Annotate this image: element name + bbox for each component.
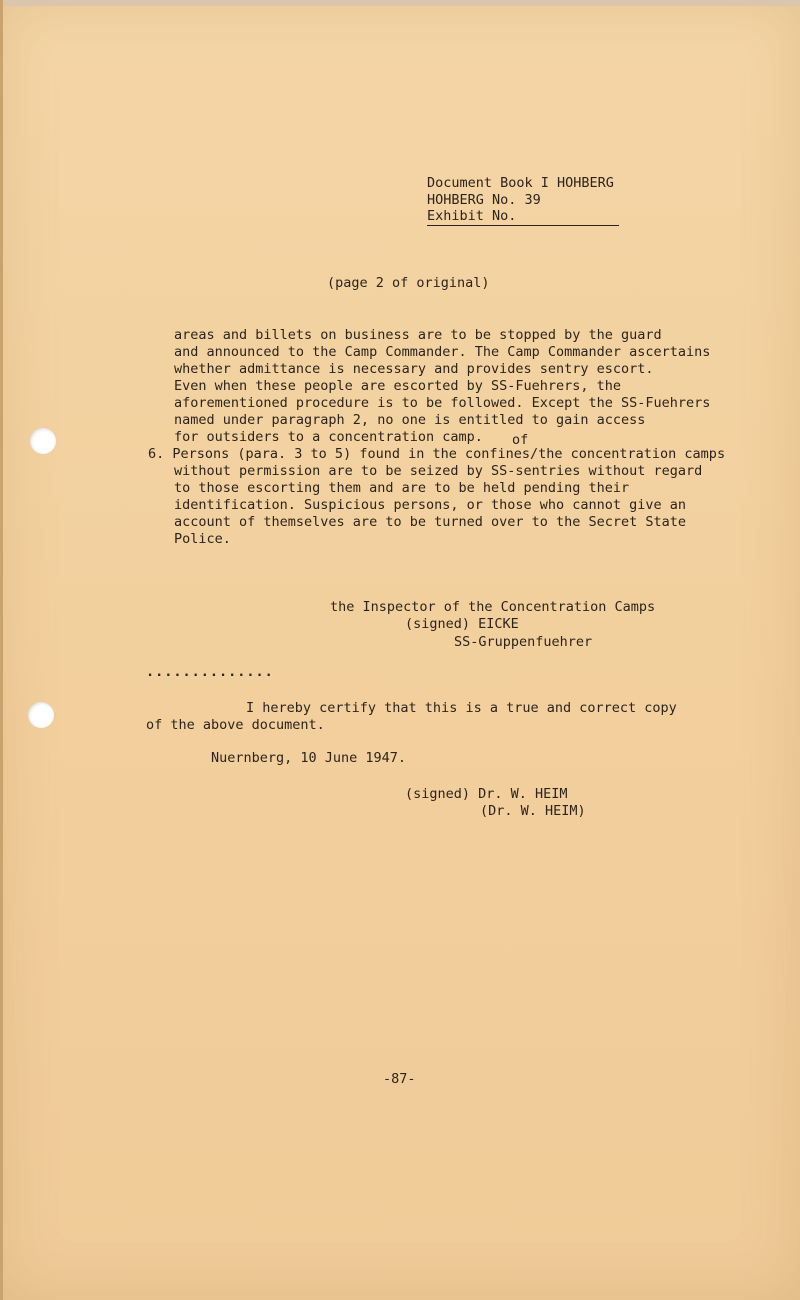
body-line: for outsiders to a concentration camp. xyxy=(174,429,483,445)
paper-left-edge xyxy=(0,0,3,1300)
punch-hole-icon xyxy=(28,702,54,728)
certification-name: (Dr. W. HEIM) xyxy=(480,803,586,819)
signature-rank: SS-Gruppenfuehrer xyxy=(454,634,593,650)
header-hohberg-number: HOHBERG No. 39 xyxy=(427,192,541,208)
body-insertion: of xyxy=(512,432,529,448)
header-exhibit-number: Exhibit No. xyxy=(427,208,619,226)
body-line: named under paragraph 2, no one is entitled to gain access xyxy=(174,412,646,428)
body-line: whether admittance is necessary and provides sentry escort. xyxy=(174,361,654,377)
signature-title: the Inspector of the Concentration Camps xyxy=(330,599,656,615)
page-number: -87- xyxy=(383,1071,416,1087)
body-line: aforementioned procedure is to be followed. Except the SS-Fuehrers xyxy=(174,395,711,411)
signature-signed: (signed) EICKE xyxy=(405,616,519,632)
body-line: identification. Suspicious persons, or those who cannot give an xyxy=(174,497,687,513)
certification-place-date: Nuernberg, 10 June 1947. xyxy=(211,750,407,766)
body-line: account of themselves are to be turned over to the Secret State xyxy=(174,514,687,530)
body-line: Even when these people are escorted by SS-Fuehrers, the xyxy=(174,378,622,394)
body-line: to those escorting them and are to be held pending their xyxy=(174,480,630,496)
certification-line: of the above document. xyxy=(146,717,325,733)
body-line: and announced to the Camp Commander. The Camp Commander ascertains xyxy=(174,344,711,360)
page-note: (page 2 of original) xyxy=(327,275,490,291)
separator-dots: .............. xyxy=(146,664,274,680)
punch-hole-icon xyxy=(30,428,56,454)
body-line: areas and billets on business are to be stopped by the guard xyxy=(174,327,662,343)
body-line: without permission are to be seized by SS-sentries without regard xyxy=(174,463,703,479)
body-line: Police. xyxy=(174,531,231,547)
body-line: 6. Persons (para. 3 to 5) found in the confines/the concentration camps xyxy=(148,446,726,462)
paper-top-edge xyxy=(0,0,800,6)
certification-signed: (signed) Dr. W. HEIM xyxy=(405,786,568,802)
certification-line: I hereby certify that this is a true and correct copy xyxy=(246,700,677,716)
header-document-book: Document Book I HOHBERG xyxy=(427,175,614,191)
